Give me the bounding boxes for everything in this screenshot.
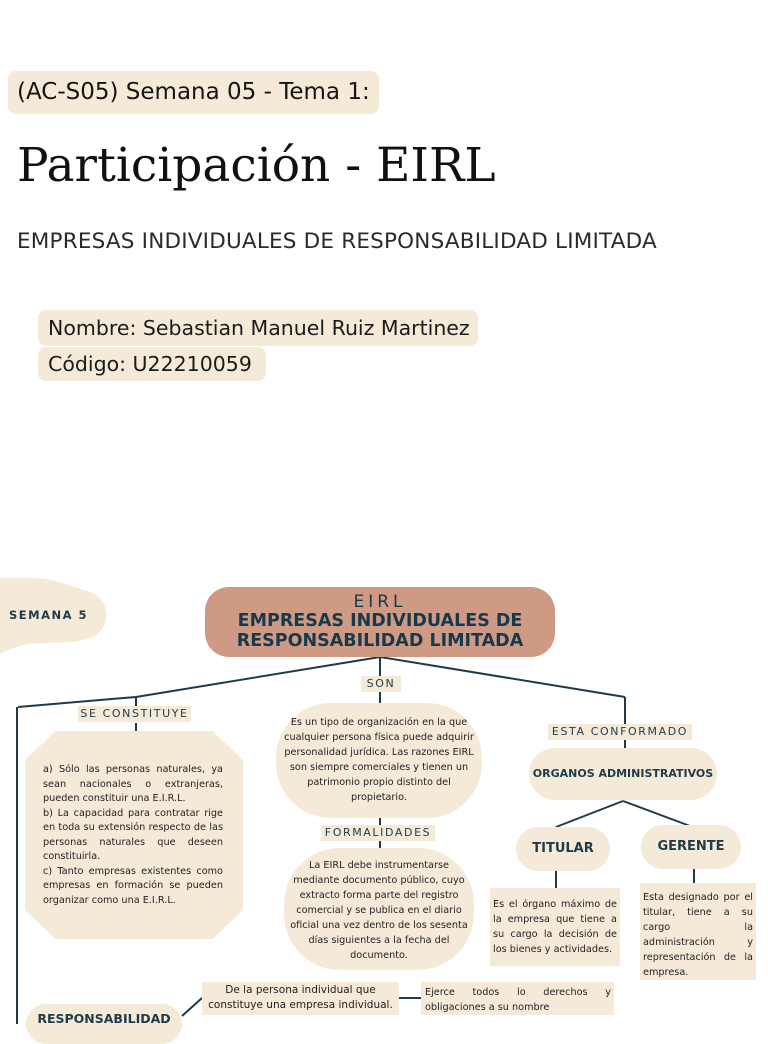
son-text: Es un tipo de organización en la que cualquier persona física puede adquirir personalidad jurídica. Las razones EIRL son siempre comerciales y tienen un patrimonio propio distinto del propietario. xyxy=(284,717,474,803)
se-constituye-item-a: a) Sólo las personas naturales, ya sean nacionales o extranjeras, pueden constituir una E.I.R.L. xyxy=(43,764,223,804)
titular-desc-text: Es el órgano máximo de la empresa que tiene a su cargo la decisión de los bienes y actividades. xyxy=(493,899,617,955)
tag-son: SON xyxy=(361,676,401,692)
gerente-desc-text: Esta designado por el titular, tiene a su cargo la administración y representación de la empresa. xyxy=(643,892,753,978)
student-code: Código: U22210059 xyxy=(38,347,266,381)
student-name: Nombre: Sebastian Manuel Ruiz Martinez xyxy=(38,310,478,346)
titular-label: TITULAR xyxy=(532,841,594,856)
formalidades-text: La EIRL debe instrumentarse mediante documento público, cuyo extracto forma parte del registro comercial y se publica en el diario oficial una vez dentro de los sesenta días siguientes a la fecha del documento. xyxy=(290,860,468,961)
page-title: Participación - EIRL xyxy=(17,138,496,193)
root-node-eirl xyxy=(205,587,555,657)
ejerce-text: Ejerce todos lo derechos y obligaciones a su nombre xyxy=(425,987,611,1013)
tag-se-constituye: SE CONSTITUYE xyxy=(78,706,191,722)
root-abbr: EIRL xyxy=(353,592,407,612)
gerente-label: GERENTE xyxy=(657,839,725,854)
persona-text: De la persona individual que constituye una empresa individual. xyxy=(208,984,393,1011)
se-constituye-item-c: c) Tanto empresas existentes como empresas en formación se pueden organizar como una E.I.R.L. xyxy=(43,865,223,906)
se-constituye-item-b: b) La capacidad para contratar rige en toda su extensión respecto de las personas naturales que deseen constituirla. xyxy=(43,807,223,862)
page-subtitle: EMPRESAS INDIVIDUALES DE RESPONSABILIDAD LIMITADA xyxy=(17,229,657,254)
responsabilidad-label: RESPONSABILIDAD xyxy=(37,1011,171,1026)
organos-label: ORGANOS ADMINISTRATIVOS xyxy=(532,767,714,780)
week-label: SEMANA 5 xyxy=(9,608,89,622)
header-tag: (AC-S05) Semana 05 - Tema 1: xyxy=(8,71,379,114)
tag-formalidades: FORMALIDADES xyxy=(321,825,435,841)
se-constituye-text xyxy=(43,763,223,908)
tag-esta-conformado: ESTA CONFORMADO xyxy=(548,724,692,740)
root-full-line1: EMPRESAS INDIVIDUALES DE xyxy=(237,611,523,631)
root-full-line2: RESPONSABILIDAD LIMITADA xyxy=(236,631,524,651)
